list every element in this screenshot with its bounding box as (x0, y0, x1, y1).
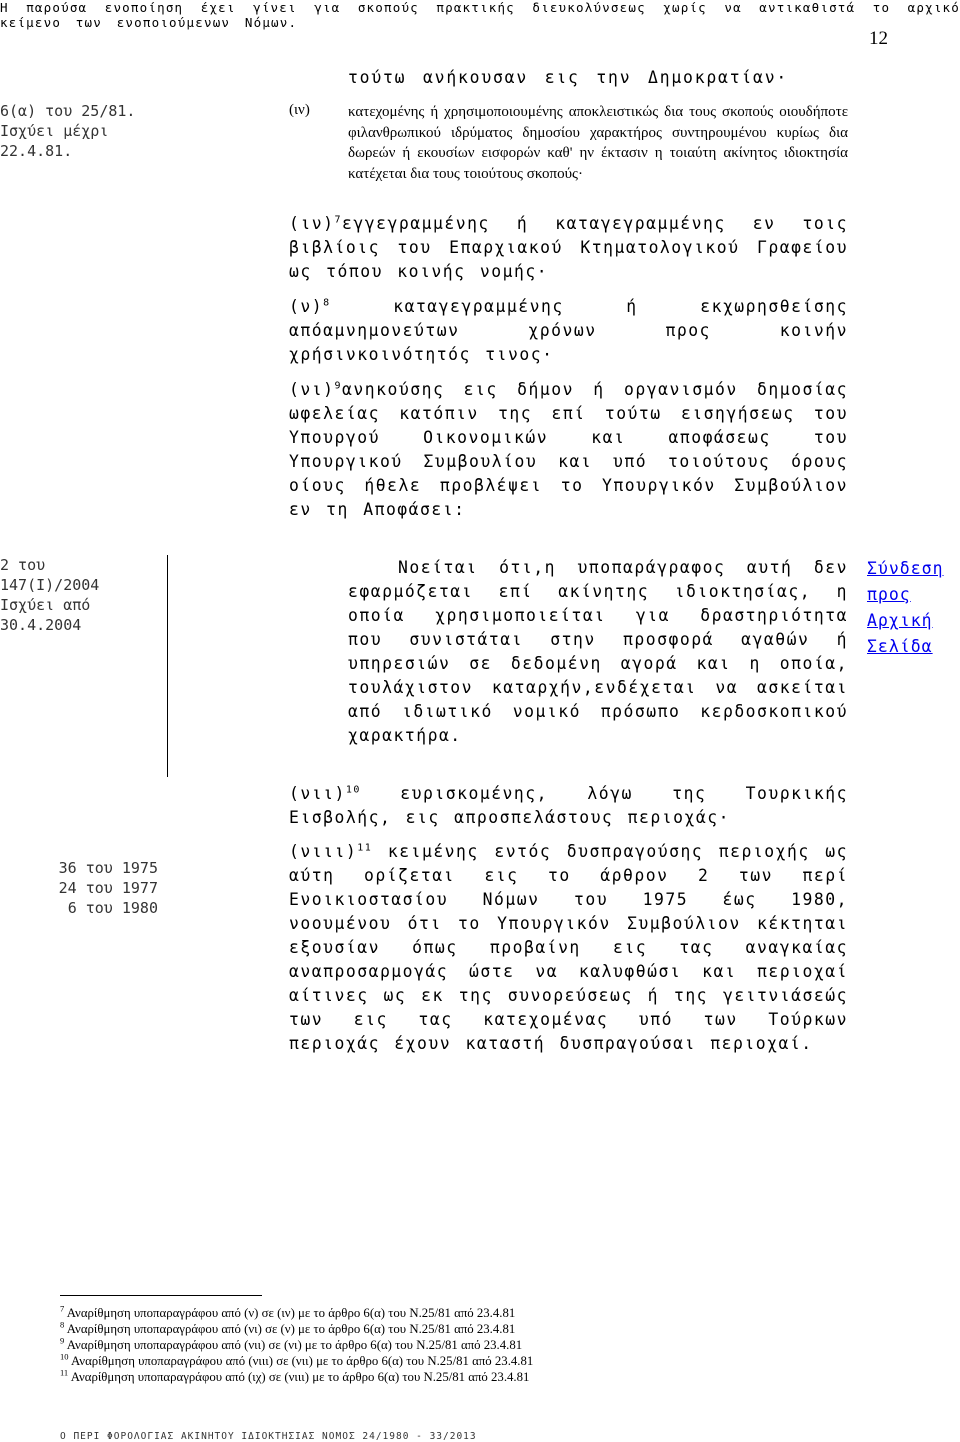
item-label: (νι) (289, 380, 335, 399)
intro-line: τούτω ανήκουσαν εις την Δημοκρατίαν· (348, 68, 789, 87)
margin-vertical-rule (167, 555, 168, 777)
item-vi (289, 378, 848, 522)
margin-note-line: 36 του 1975 (58, 859, 158, 877)
proviso-paragraph: Νοείται ότι,η υποπαράγραφος αυτή δεν εφαρμόζεται επί ακίνητης ιδιοκτησίας, η οποία χρησιμοποιείται για δραστηριότητα που συνιστάται στην προσφορά αγαθών ή υπηρεσιών σε δεδομένη αγορά και η οποία, τουλάχιστον καταρχήν,ενδέχεται να ασκείται από ιδιωτικό νομικό πρόσωπο κερδοσκοπικού χαρακτήρα. (348, 558, 848, 745)
item-text: κειμένης εντός δυσπραγούσης περιοχής ως αύτη ορίζεται εις το άρθρον 2 των περί Ενοικιοστασίου Νόμων του 1975 έως 1980, νοουμένου ότι το Υπουργικόν Συμβούλιον κέκτηται εξουσίαν όπως προβαίνη εις τας αναγκαίας αναπροσαρμογάς ώστε να καλυφθώσι και περιοχαί αίτινες ως εκ της συνορεύσεως ή της γειτνιάσεώς των εις τας κατεχομένας υπό των Τούρκων περιοχάς έχουν καταστή δυσπραγούσαι περιοχαί. (289, 842, 848, 1053)
footnote-ref: 8 (323, 297, 331, 309)
footnote-number: 8 (60, 1319, 65, 1330)
home-link-line[interactable]: Σύνδεση (867, 559, 944, 578)
item-text: ευρισκομένης, λόγω της Τουρκικής Εισβολής, εις απροσπελάστους περιοχάς· (289, 784, 848, 827)
margin-note-rent-control-laws (0, 858, 158, 918)
margin-note-line: Ισχύει μέχρι (0, 122, 109, 140)
item-label: (ν) (289, 297, 324, 316)
footnote-11 (60, 1367, 530, 1386)
item-label: (νιι) (289, 784, 346, 803)
margin-note-line: 147(Ι)/2004 (0, 576, 100, 594)
item-text: ανηκούσης εις δήμον ή οργανισμόν δημοσίας ωφελείας κατόπιν της επί τούτω εισηγήσεως του Υπουργού Οικονομικών και αποφάσεως του Υπουργικού Συμβουλίου και υπό τοιούτους όρους οίους ήθελε προβλέψει το Υπουργικόν Συμβούλιον εν τη Αποφάσει: (289, 380, 848, 519)
footnote-ref: 10 (345, 784, 361, 796)
margin-note-line: 24 του 1977 (58, 879, 158, 897)
item-iv (289, 212, 848, 284)
item-viii (289, 840, 848, 1056)
item-vii (289, 782, 848, 830)
footnote-ref: 11 (357, 842, 373, 854)
footnote-10 (60, 1351, 534, 1370)
item-label: (ιν) (289, 214, 335, 233)
home-link-line[interactable]: Σελίδα (867, 637, 933, 656)
page-number: 12 (869, 28, 888, 49)
footnote-9 (60, 1335, 523, 1354)
item-label: (νιιι) (289, 842, 358, 861)
document-footer: Ο ΠΕΡΙ ΦΟΡΟΛΟΓΙΑΣ ΑΚΙΝΗΤΟΥ ΙΔΙΟΚΤΗΣΙΑΣ ΝΟΜΟΣ 24/1980 - 33/2013 (60, 1431, 477, 1442)
margin-note-line: 30.4.2004 (0, 616, 82, 634)
consolidation-notice: Η παρούσα ενοποίηση έχει γίνει για σκοπούς πρακτικής διευκολύνσεως χωρίς να αντικαθιστά το αρχικό κείμενο των ενοποιούμενων Νόμων. (0, 0, 960, 30)
footnote-text: Αναρίθμηση υποπαραγράφου από (ιχ) σε (νιιι) με το άρθρο 6(α) του Ν.25/81 από 23.4.81 (70, 1370, 530, 1384)
footnote-number: 11 (60, 1367, 69, 1378)
footnote-7 (60, 1303, 516, 1322)
footnote-8 (60, 1319, 516, 1338)
footnote-text: Αναρίθμηση υποπαραγράφου από (νιι) σε (νι) με το άρθρο 6(α) του Ν.25/81 από 23.4.81 (66, 1338, 523, 1352)
home-link-line[interactable]: προς (867, 585, 911, 604)
home-page-link[interactable] (867, 556, 944, 660)
margin-note-line: 6(α) του 25/81. (0, 102, 136, 120)
footnote-separator (60, 1295, 262, 1296)
footnote-number: 7 (60, 1303, 65, 1314)
margin-note-line: 22.4.81. (0, 142, 73, 160)
item-iv-old-text: κατεχομένης ή χρησιμοποιουμένης αποκλειστικώς δια τους σκοπούς οιουδήποτε φιλανθρωπικού ιδρύματος δημοσίου χαρακτήρος συντηρουμένου κυρίως δια δωρεών ή εκουσίων εισφορών καθ' ην έκτασιν η τοιαύτη ακίνητος ιδιοκτησία κατέχεται δια τους τοιούτους σκοπούς· (348, 104, 848, 182)
footnote-ref: 7 (334, 214, 343, 226)
item-iv-old-label: (ιν) (289, 102, 310, 118)
margin-note-amendment-25-81 (0, 101, 170, 161)
margin-note-line: 6 του 1980 (67, 899, 158, 917)
margin-note-line: Ισχύει από (0, 596, 91, 614)
footnote-text: Αναρίθμηση υποπαραγράφου από (νιιι) σε (νιι) με το άρθρο 6(α) του Ν.25/81 από 23.4.81 (71, 1354, 534, 1368)
home-link-line[interactable]: Αρχική (867, 611, 933, 630)
footnote-ref: 9 (334, 380, 343, 392)
footnote-text: Αναρίθμηση υποπαραγράφου από (ν) σε (ιν) με το άρθρο 6(α) του Ν.25/81 από 23.4.81 (66, 1306, 516, 1320)
footnote-text: Αναρίθμηση υποπαραγράφου από (νι) σε (ν) με το άρθρο 6(α) του Ν.25/81 από 23.4.81 (66, 1322, 516, 1336)
margin-note-amendment-147-2004 (0, 555, 170, 635)
item-v (289, 295, 848, 367)
footnote-number: 10 (60, 1351, 69, 1362)
item-text: καταγεγραμμένης ή εκχωρησθείσης απόαμνημονεύτων χρόνων προς κοινήν χρήσινκοινότητός τινος· (289, 297, 848, 364)
footnote-number: 9 (60, 1335, 65, 1346)
margin-note-line: 2 του (0, 556, 46, 574)
item-text: εγγεγραμμένης ή καταγεγραμμένης εν τοις βιβλίοις του Επαρχιακού Κτηματολογικού Γραφείου ως τόπου κοινής νομής· (289, 214, 848, 281)
